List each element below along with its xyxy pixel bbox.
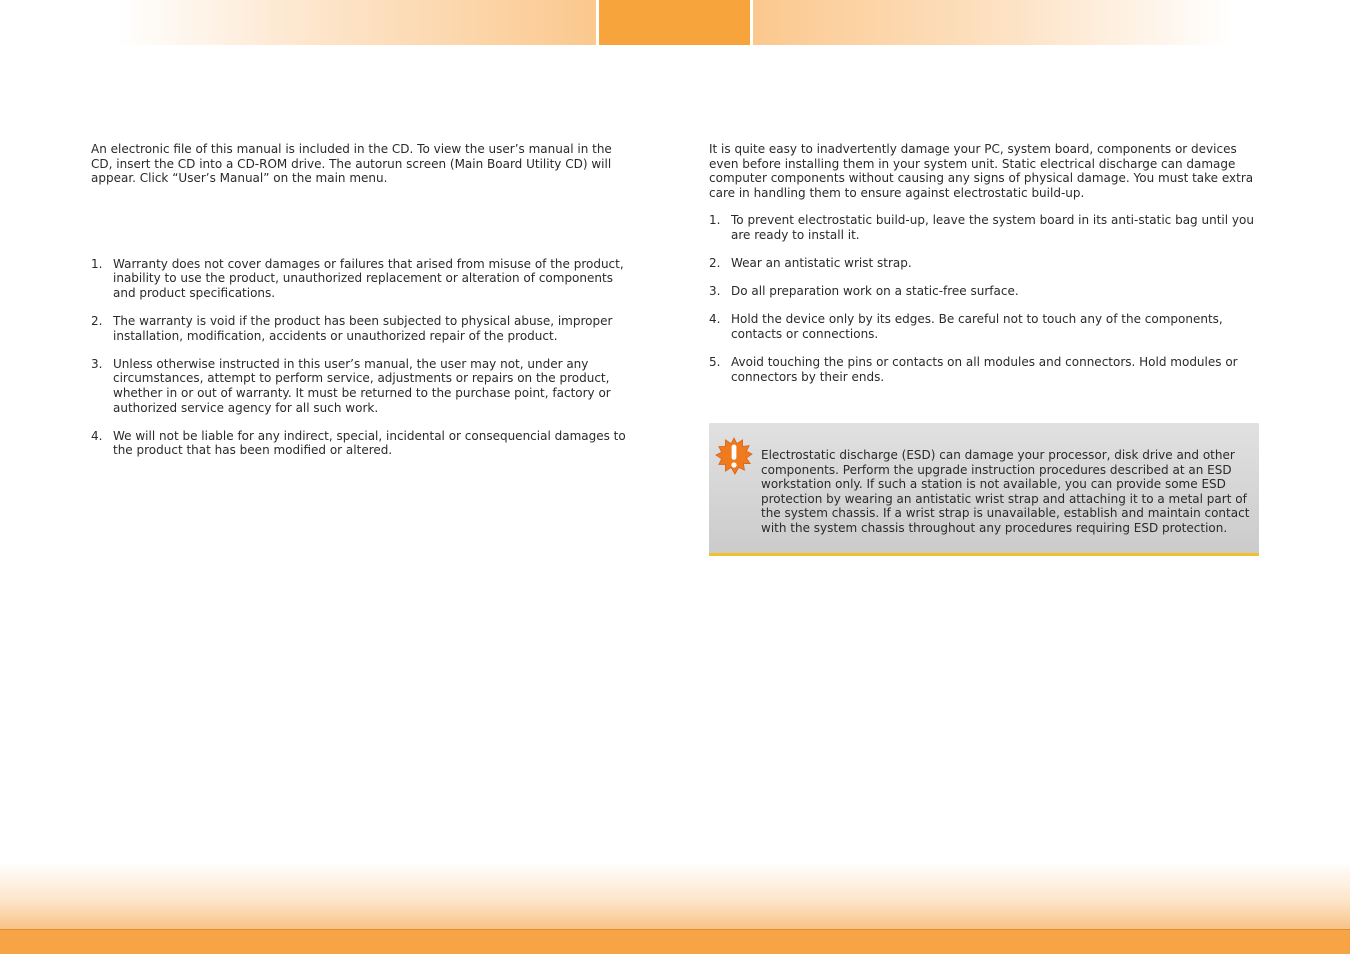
list-item: 2. Wear an antistatic wrist strap. (709, 256, 912, 271)
header-tab (599, 0, 750, 45)
header-gradient-right (753, 0, 1233, 45)
caution-box (709, 423, 1259, 556)
static-intro: It is quite easy to inadvertently damage your PC, system board, components or devices even before installing them in your system unit. Static electrical discharge can damage computer components without causing any signs of physical damage. You must take extra care in handling them to ensure against electrostatic build-up. (709, 142, 1254, 200)
user-manual-intro: An electronic file of this manual is included in the CD. To view the user’s manual in the CD, insert the CD into a CD-ROM drive. The autorun screen (Main Board Utility CD) will appear. Click “User’s Manual” on the main menu. (91, 142, 612, 186)
list-item: 2. The warranty is void if the product has been subjected to physical abuse, improper installation, modification, accidents or unauthorized repair of the product. (91, 314, 613, 343)
right-column (709, 142, 1261, 398)
caution-burst-icon (715, 437, 753, 475)
warranty-list (91, 257, 636, 458)
header-gradient-left (118, 0, 596, 45)
list-item: 1. Warranty does not cover damages or failures that arised from misuse of the product, inability to use the product, unauthorized replacement or alteration of components and product specifications. (91, 256, 624, 300)
list-item: 5. Avoid touching the pins or contacts on all modules and connectors. Hold modules or connectors by their ends. (709, 354, 1238, 384)
esd-precautions-list (709, 213, 1261, 384)
footer-gradient (0, 862, 1350, 930)
list-item: 1. To prevent electrostatic build-up, leave the system board in its anti-static bag until you are ready to install it. (709, 213, 1254, 242)
list-item: 4. Hold the device only by its edges. Be careful not to touch any of the components, contacts or connections. (709, 312, 1223, 341)
footer-bar (0, 929, 1350, 954)
list-item: 3. Do all preparation work on a static-free surface. (709, 284, 1019, 299)
caution-text: Electrostatic discharge (ESD) can damage your processor, disk drive and other components. Perform the upgrade instruction procedures described at an ESD workstation only. If such a station is not available, you can provide some ESD protection by wearing an antistatic wrist strap and attaching it to a metal part of the system chassis. If a wrist strap is unavailable, establish and maintain contact with the system chassis throughout any procedures requiring ESD protection. (761, 448, 1250, 535)
left-column (91, 142, 636, 471)
list-item: 3. Unless otherwise instructed in this user’s manual, the user may not, under any circumstances, attempt to perform service, adjustments or repairs on the product, whether in or out of warranty. It must be returned to the purchase point, factory or authorized service agency for all such work. (91, 356, 611, 415)
list-item: 4. We will not be liable for any indirect, special, incidental or consequencial damages to the product that has been modified or altered. (91, 428, 626, 458)
